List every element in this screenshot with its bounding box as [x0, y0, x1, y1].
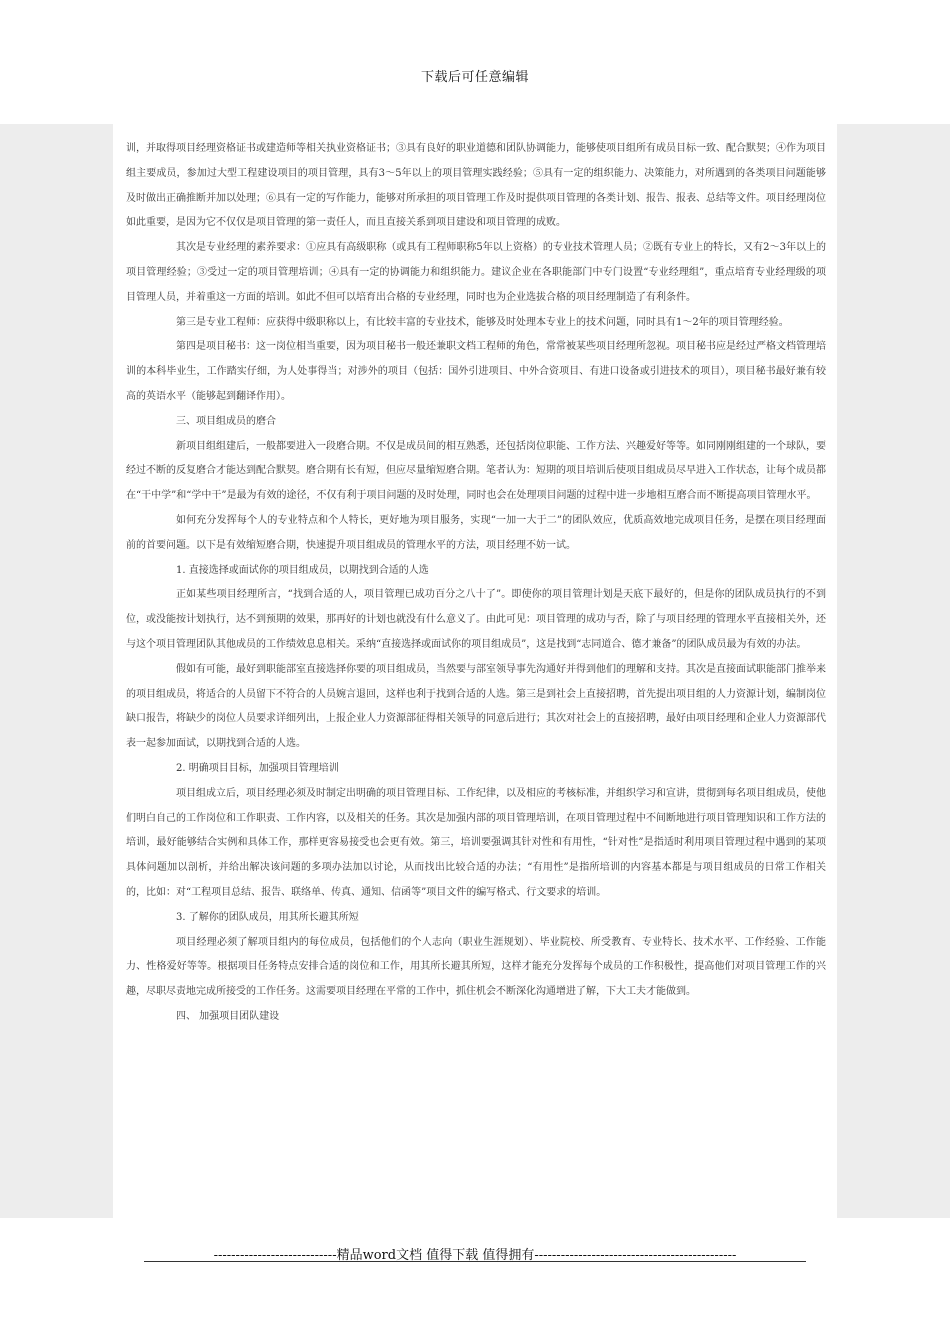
- paragraph-professional-engineer: 第三是专业工程师：应获得中级职称以上，有比较丰富的专业技术，能够及时处理本专业上的技术问题，同时具有1～2年的项目管理经验。: [176, 316, 789, 328]
- footer-divider: [144, 1261, 806, 1262]
- paragraph-professional-manager: 其次是专业经理的素养要求：①应具有高级职称（或具有工程师职称5年以上资格）的专业技术管理人员；②既有专业上的特长，又有2～3年以上的项目管理经验；③受过一定的项目管理培训；④具有一定的协调能力和组织能力。建议企业在各职能部门中专门设置“专业经理组”，重点培育专业经理级的项目管理人员，并着重这一方面的培训。如此不但可以培育出合格的专业经理，同时也为企业选拔合格的项目经理制造了有利条件。: [126, 242, 826, 303]
- subheading-one: 1. 直接选择或面试你的项目组成员，以期找到合适的人选: [176, 564, 429, 576]
- section-heading-four: 四、 加强项目团队建设: [176, 1010, 280, 1022]
- subheading-two: 2. 明确项目目标，加强项目管理培训: [176, 762, 339, 774]
- paragraph-first-continuation: 训，并取得项目经理资格证书或建造师等相关执业资格证书；③具有良好的职业道德和团队协调能力，能够使项目组所有成员目标一致、配合默契；④作为项目组主要成员，参加过大型工程建设项目的项目管理，具有3～5年以上的项目管理实践经验；⑤具有一定的组织能力、决策能力，对所遇到的各类项目问题能够及时做出正确推断并加以处理；⑥具有一定的写作能力，能够对所承担的项目管理工作及时提供项目管理的各类计划、报告、报表、总结等文件。项目经理岗位如此重要，是因为它不仅仅是项目管理的第一责任人，而且直接关系到项目建设和项目管理的成败。: [126, 143, 826, 229]
- paragraph-training: 项目组成立后，项目经理必须及时制定出明确的项目管理目标、工作纪律，以及相应的考核标准，并组织学习和宣讲，贯彻到每名项目组成员，使他们明白自己的工作岗位和工作职责、工作内容，以及相关的任务。其次是加强内部的项目管理培训，在项目管理过程中不间断地进行项目管理知识和工作方法的培训，最好能够结合实例和具体工作，那样更容易接受也会更有效。第三，培训要强调其针对性和有用性，“针对性”是指适时利用项目管理过程中遇到的某项具体问题加以剖析，并给出解决该问题的多项办法加以讨论，从而找出比较合适的办法；“有用性”是指所培训的内容基本都是与项目组成员的日常工作相关的，比如：对“工程项目总结、报告、联络单、传真、通知、信函等”项目文件的编写格式、行文要求的培训。: [126, 787, 826, 898]
- subheading-three: 3. 了解你的团队成员，用其所长避其所短: [176, 911, 359, 923]
- footer-banner: ----------------------------精品word文档 值得下载 值得拥有----------------------------------------------: [213, 1248, 737, 1263]
- document-body: [126, 137, 826, 1030]
- paragraph-selection-methods: 假如有可能，最好到职能部室直接选择你要的项目组成员，当然要与部室领导事先沟通好并得到他们的理解和支持。其次是直接面试职能部门推举来的项目组成员，将适合的人员留下不符合的人员婉言退回，这样也利于找到合适的人选。第三是到社会上直接招聘，首先提出项目组的人力资源计划，编制岗位缺口报告，将缺少的岗位人员要求详细列出，上报企业人力资源部征得相关领导的同意后进行；其次对社会上的直接招聘，最好由项目经理和企业人力资源部代表一起参加面试，以期找到合适的人选。: [126, 663, 826, 750]
- paragraph-know-members: 项目经理必须了解项目组内的每位成员，包括他们的个人志向（职业生涯规划）、毕业院校、所受教育、专业特长、技术水平、工作经验、工作能力、性格爱好等等。根据项目任务特点安排合适的岗位和工作，用其所长避其所短，这样才能充分发挥每个成员的工作积极性，提高他们对项目管理工作的兴趣，尽职尽责地完成所接受的工作任务。这需要项目经理在平常的工作中，抓住机会不断深化沟通增进了解，下大工夫才能做到。: [126, 936, 826, 998]
- paragraph-team-effect: 如何充分发挥每个人的专业特点和个人特长，更好地为项目服务，实现“一加一大于二”的团队效应，优质高效地完成项目任务，是摆在项目经理面前的首要问题。以下是有效缩短磨合期，快速提升项目组成员的管理水平的方法，项目经理不妨一试。: [126, 514, 826, 551]
- document-page: [113, 124, 837, 1218]
- page-header-title: 下载后可任意编辑: [420, 70, 529, 85]
- paragraph-project-secretary: 第四是项目秘书：这一岗位相当重要，因为项目秘书一般还兼职文档工程师的角色，常常被某些项目经理所忽视。项目秘书应是经过严格文档管理培训的本科毕业生，工作踏实仔细，为人处事得当；对涉外的项目（包括：国外引进项目、中外合资项目、有进口设备或引进技术的项目），项目秘书最好兼有较高的英语水平（能够起到翻译作用）。: [126, 341, 826, 402]
- paragraph-running-in-period: 新项目组组建后，一般都要进入一段磨合期。不仅是成员间的相互熟悉，还包括岗位职能、工作方法、兴趣爱好等等。如同刚刚组建的一个球队，要经过不断的反复磨合才能达到配合默契。磨合期有长有短，但应尽量缩短磨合期。笔者认为：短期的项目培训后使项目组成员尽早进入工作状态，让每个成员都在“干中学”和“学中干”是最为有效的途径，不仅有利于项目问题的及时处理，同时也会在处理项目问题的过程中进一步地相互磨合而不断提高项目管理水平。: [126, 440, 826, 502]
- paragraph-right-people: 正如某些项目经理所言，“找到合适的人，项目管理已成功百分之八十了”。即使你的项目管理计划是天底下最好的，但是你的团队成员执行的不到位，或没能按计划执行，达不到预期的效果，那再好的计划也就没有什么意义了。由此可见：项目管理的成功与否，除了与项目经理的管理水平直接相关外，还与这个项目管理团队其他成员的工作绩效息息相关。采纳“直接选择或面试你的项目组成员”，这是找到“志同道合、德才兼备”的团队成员最为有效的办法。: [126, 589, 826, 650]
- section-heading-three: 三、项目组成员的磨合: [176, 415, 276, 427]
